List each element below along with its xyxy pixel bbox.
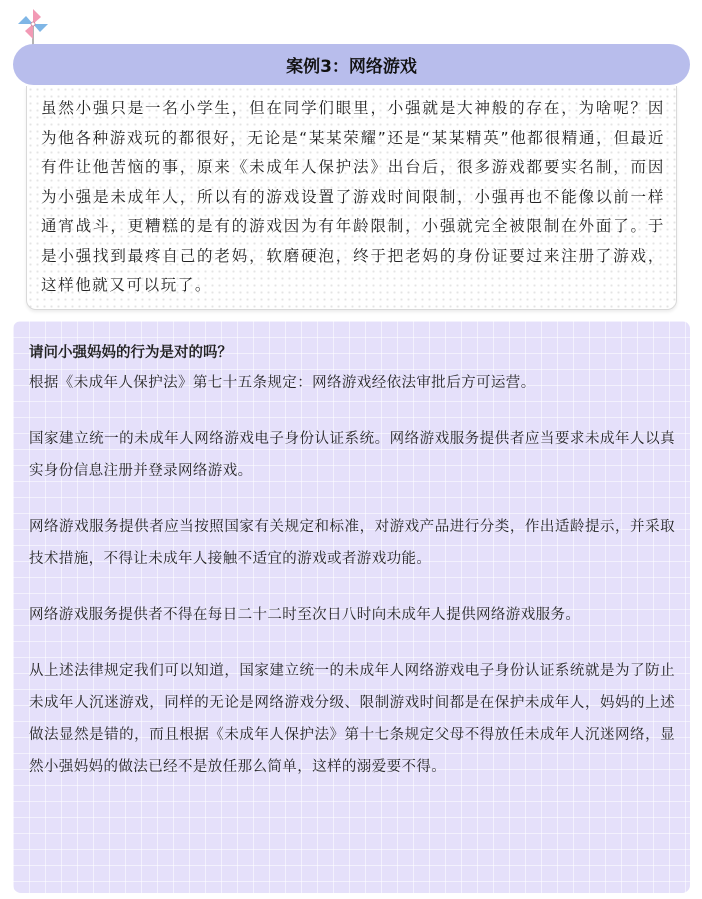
story-text: 虽然小强只是一名小学生，但在同学们眼里，小强就是大神般的存在，为啥呢？因为他各种游戏玩的都很好，无论是“某某荣耀”还是“某某精英”他都很精通，但最近有件让他苦恼的事，原来《未成年人保护法》出台后，很多游戏都要实名制，而因为小强是未成年人，所以有的游戏设置了游戏时间限制，小强再也不能像以前一样通宵战斗，更糟糕的是有的游戏因为有年龄限制，小强就完全被限制在外面了。于是小强找到最疼自己的老妈，软磨硬泡，终于把老妈的身份证要过来注册了游戏，这样他就又可以玩了。 — [41, 99, 665, 294]
law-paragraph-2: 网络游戏服务提供者应当按照国家有关规定和标准，对游戏产品进行分类，作出适龄提示，并采取技术措施，不得让未成年人接触不适宜的游戏或者游戏功能。 — [29, 519, 675, 567]
conclusion-paragraph: 从上述法律规定我们可以知道，国家建立统一的未成年人网络游戏电子身份认证系统就是为了防止未成年人沉迷游戏，同样的无论是网络游戏分级、限制游戏时间都是在保护未成年人，妈妈的上述做法显然是错的，而且根据《未成年人保护法》第十七条规定父母不得放任未成年人沉迷网络，显然小强妈妈的做法已经不是放任那么简单，这样的溺爱要不得。 — [29, 663, 675, 775]
pinwheel-icon — [16, 6, 52, 48]
story-card — [26, 86, 677, 310]
law-intro: 根据《未成年人保护法》第七十五条规定：网络游戏经依法审批后方可运营。 — [29, 375, 536, 391]
qa-card — [13, 321, 690, 893]
law-paragraph-1: 国家建立统一的未成年人网络游戏电子身份认证系统。网络游戏服务提供者应当要求未成年人以真实身份信息注册并登录网络游戏。 — [29, 431, 675, 479]
case-title: 案例3：网络游戏 — [286, 57, 417, 77]
law-paragraph-3: 网络游戏服务提供者不得在每日二十二时至次日八时向未成年人提供网络游戏服务。 — [29, 607, 581, 623]
qa-content — [29, 339, 675, 783]
question-heading: 请问小强妈妈的行为是对的吗？ — [29, 345, 232, 361]
case-title-banner — [13, 44, 690, 85]
